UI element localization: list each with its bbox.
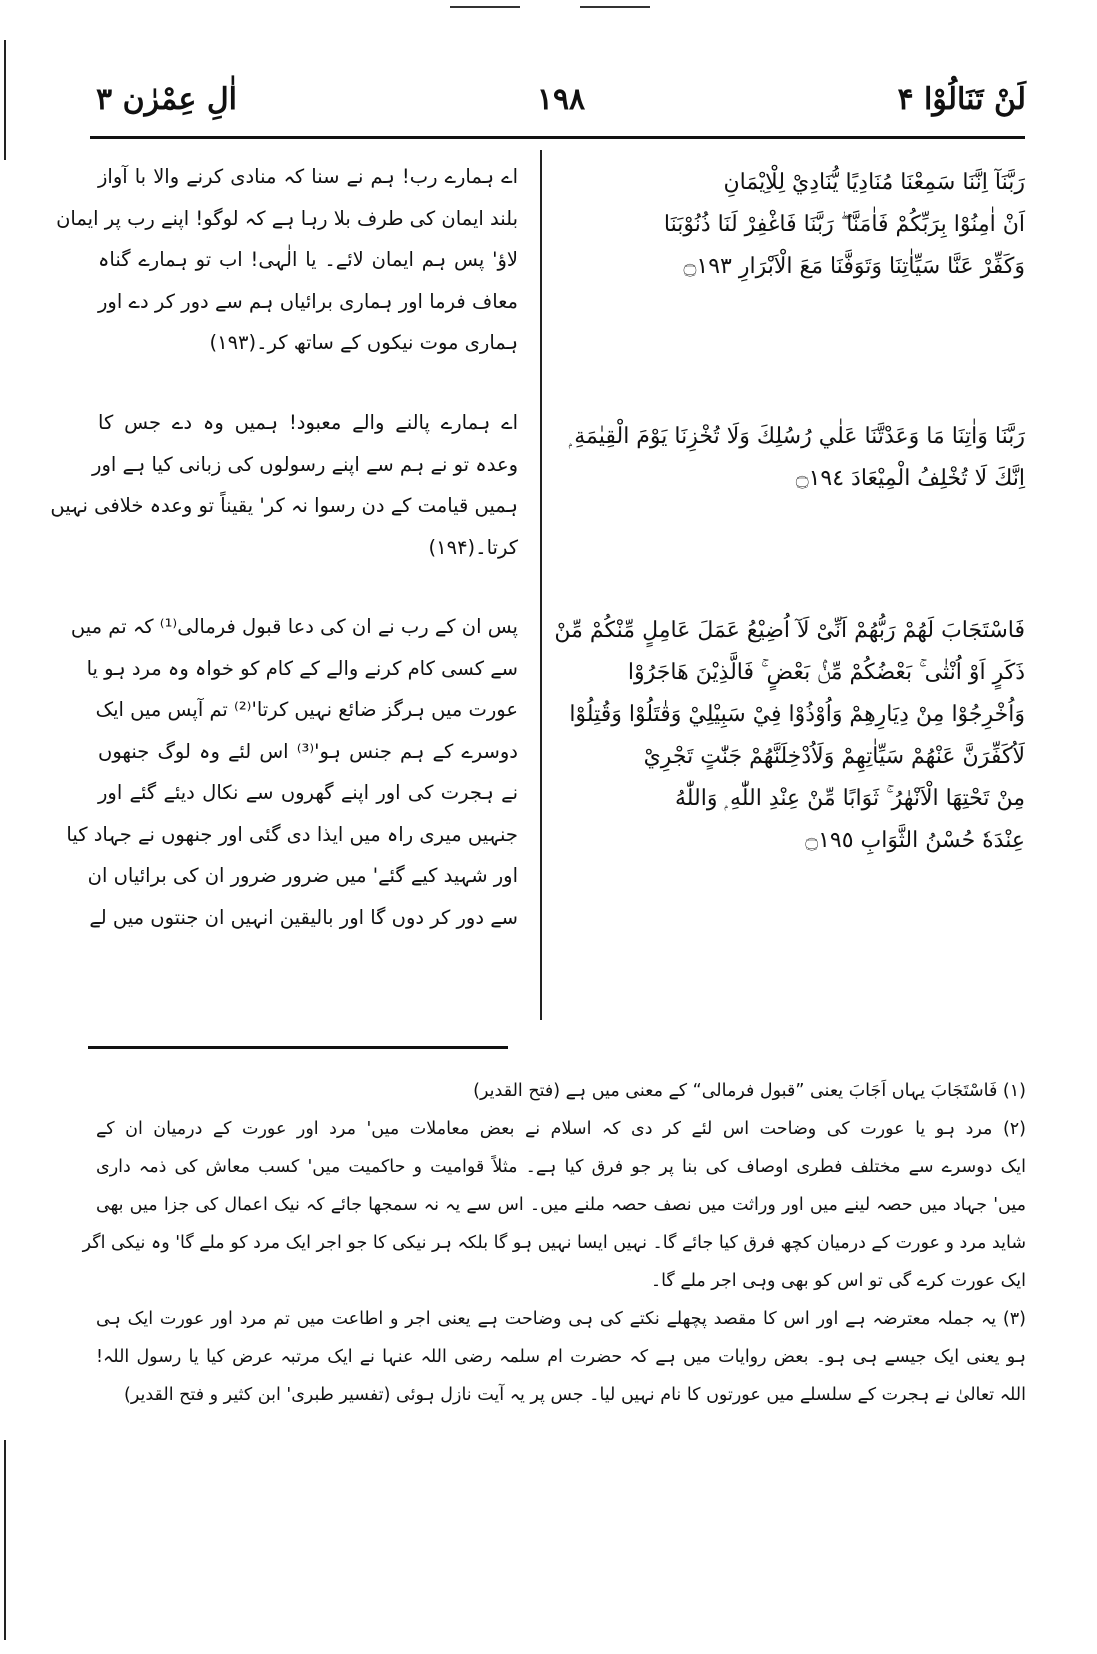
translation-line: ہماری موت نیکوں کے ساتھ کر۔(۱۹۳) xyxy=(209,331,518,354)
footnote-rule xyxy=(88,1046,508,1049)
verse-line: وَكَفِّرْ عَنَّا سَيِّاٰتِنَا وَتَوَفَّنَا مَعَ الْاَبْرَارِ ۝١٩٣ xyxy=(683,254,1025,279)
verse-line: رَبَّنَا وَاٰتِنَا مَا وَعَدْتَّنَا عَلٰي رُسُلِكَ وَلَا تُخْزِنَا يَوْمَ الْقِيٰمَةِ ۭ xyxy=(568,424,1025,449)
verse-line: عِنْدَهٗ حُسْنُ الثَّوَابِ ۝١٩٥ xyxy=(805,828,1025,853)
verse-line: اِنَّكَ لَا تُخْلِفُ الْمِيْعَادَ ۝١٩٤ xyxy=(795,466,1025,491)
translation-line: دوسرے کے ہم جنس ہو'⁽³⁾ اس لئے وہ لوگ جنھوں xyxy=(98,739,518,763)
scan-mark xyxy=(580,6,650,8)
footnote-2: (۲) مرد ہو یا عورت کی وضاحت اس لئے کر دی کہ اسلام نے بعض معاملات میں' مرد اور عورت کے درمیان ان کے xyxy=(96,1119,1026,1139)
verse-line: لَاُكَفِّرَنَّ عَنْھُمْ سَيِّاٰتِهِمْ وَلَاُدْخِلَنَّھُمْ جَنّٰتٍ تَجْرِيْ xyxy=(643,744,1025,769)
verse-line: ذَكَرٍ اَوْ اُنْثٰى ۚ بَعْضُكُمْ مِّنْۢ بَعْضٍ ۚ فَالَّذِيْنَ ھَاجَرُوْا xyxy=(627,660,1025,685)
translation-line: وعدہ تو نے ہم سے اپنے رسولوں کی زبانی کیا ہے اور xyxy=(92,452,518,476)
verse-line: رَبَّنَآ اِنَّنَا سَمِعْنَا مُنَادِيًا يُّنَادِيْ لِلْاِيْمَانِ xyxy=(723,170,1025,195)
verse-193 xyxy=(570,162,1025,288)
translation-line: لاؤ' پس ہم ایمان لائے۔ یا الٰہی! اب تو ہمارے گناہ xyxy=(98,248,518,271)
footnote-2: شاید مرد و عورت کے درمیان کچھ فرق کیا جائے گا۔ نہیں ایسا نہیں ہو گا بلکہ ہر نیکی کا جو اجر ایک مرد کو ملے گا' وہ نیکی اگر xyxy=(82,1233,1026,1253)
translation-193 xyxy=(56,156,518,364)
footnote-2: ایک عورت کرے گی تو اس کو بھی وہی اجر ملے گا۔ xyxy=(650,1271,1026,1291)
verse-line: فَاسْتَجَابَ لَھُمْ رَبُّھُمْ اَنِّىْ لَآ اُضِيْعُ عَمَلَ عَامِلٍ مِّنْكُمْ مِّنْ xyxy=(554,618,1025,643)
verse-194 xyxy=(570,416,1025,500)
footnote-1: (۱) فَاسْتَجَابَ یہاں اَجَابَ یعنی ”قبول فرمالی“ کے معنی میں ہے (فتح القدیر) xyxy=(473,1081,1026,1101)
translation-line: جنہیں میری راہ میں ایذا دی گئی اور جنھوں نے جہاد کیا xyxy=(66,822,518,846)
verse-195 xyxy=(554,610,1025,862)
scan-edge xyxy=(4,40,6,160)
footnote-3: اللہ تعالیٰ نے ہجرت کے سلسلے میں عورتوں کا نام نہیں لیا۔ جس پر یہ آیت نازل ہوئی (تفسیر طبری' ابن کثیر و فتح القدیر) xyxy=(124,1385,1026,1405)
translation-line: پس ان کے رب نے ان کی دعا قبول فرمالی⁽¹⁾ کہ تم میں xyxy=(70,615,518,638)
translation-line: اے ہمارے رب! ہم نے سنا کہ منادی کرنے والا با آواز xyxy=(98,165,518,188)
scan-mark xyxy=(450,6,520,8)
verse-line: مِنْ تَحْتِهَا الْاَنْهٰرُ ۚ ثَوَابًا مِّنْ عِنْدِ اللّٰهِ ۭ وَاللّٰهُ xyxy=(674,786,1025,811)
verse-line: اَنْ اٰمِنُوْا بِرَبِّكُمْ فَاٰمَنَّا ۖ رَبَّنَا فَاغْفِرْ لَنَا ذُنُوْبَنَا xyxy=(663,212,1025,237)
translation-line: سے دور کر دوں گا اور بالیقین انہیں ان جنتوں میں لے xyxy=(89,905,518,929)
translation-line: نے ہجرت کی اور اپنے گھروں سے نکال دیئے گئے اور xyxy=(98,781,518,804)
translation-line: اور شہید کیے گئے' میں ضرور ضرور ان کی برائیاں ان xyxy=(87,864,518,887)
translation-195 xyxy=(66,606,518,938)
translation-line: ہمیں قیامت کے دن رسوا نہ کر' یقیناً تو وعدہ خلافی نہیں xyxy=(50,494,518,517)
page-header xyxy=(96,82,1026,132)
translation-194 xyxy=(50,402,518,568)
footnote-3: (۳) یہ جملہ معترضہ ہے اور اس کا مقصد پچھلے نکتے کی ہی وضاحت ہے یعنی اجر و اطاعت میں تم مرد اور عورت ایک ہی xyxy=(96,1309,1026,1329)
translation-line: عورت میں ہرگز ضائع نہیں کرتا'⁽²⁾ تم آپس میں ایک xyxy=(95,698,518,721)
header-surah: اٰلِ عِمْرٰن ۳ xyxy=(96,82,237,117)
page-number: ۱۹۸ xyxy=(536,82,586,117)
translation-line: کرتا۔(۱۹۴) xyxy=(428,535,518,559)
column-divider xyxy=(540,150,542,1020)
scan-edge xyxy=(4,1440,6,1640)
footnote-2: میں' جہاد میں حصہ لینے میں اور وراثت میں نصف حصہ ملنے میں۔ اس سے یہ نہ سمجھا جائے کہ نیک اعمال کی جزا میں بھی xyxy=(96,1195,1026,1215)
header-rule xyxy=(90,136,1025,139)
footnotes xyxy=(82,1072,1026,1414)
footnote-3: ہو یعنی ایک جیسے ہی ہو۔ بعض روایات میں ہے کہ حضرت ام سلمہ رضی اللہ عنہا نے ایک مرتبہ عرض کیا یا رسول اللہ! xyxy=(96,1347,1026,1367)
translation-line: سے کسی کام کرنے والے کے کام کو خواہ وہ مرد ہو یا xyxy=(86,656,518,680)
verse-line: وَاُخْرِجُوْا مِنْ دِيَارِھِمْ وَاُوْذُوْا فِيْ سَبِيْلِيْ وَقٰتَلُوْا وَقُتِلُوْا xyxy=(569,702,1025,727)
translation-line: اے ہمارے پالنے والے معبود! ہمیں وہ دے جس کا xyxy=(98,411,518,434)
header-juz: لَنْ تَنَالُوْا ۴ xyxy=(897,82,1026,117)
translation-line: بلند ایمان کی طرف بلا رہا ہے کہ لوگو! اپنے رب پر ایمان xyxy=(56,206,518,230)
footnote-2: ایک دوسرے سے مختلف فطری اوصاف کی بنا پر جو فرق کیا ہے۔ مثلاً قوامیت و حاکمیت میں' کسب معاش کی ذمہ داری xyxy=(96,1157,1026,1177)
translation-line: معاف فرما اور ہماری برائیاں ہم سے دور کر دے اور xyxy=(98,289,518,313)
